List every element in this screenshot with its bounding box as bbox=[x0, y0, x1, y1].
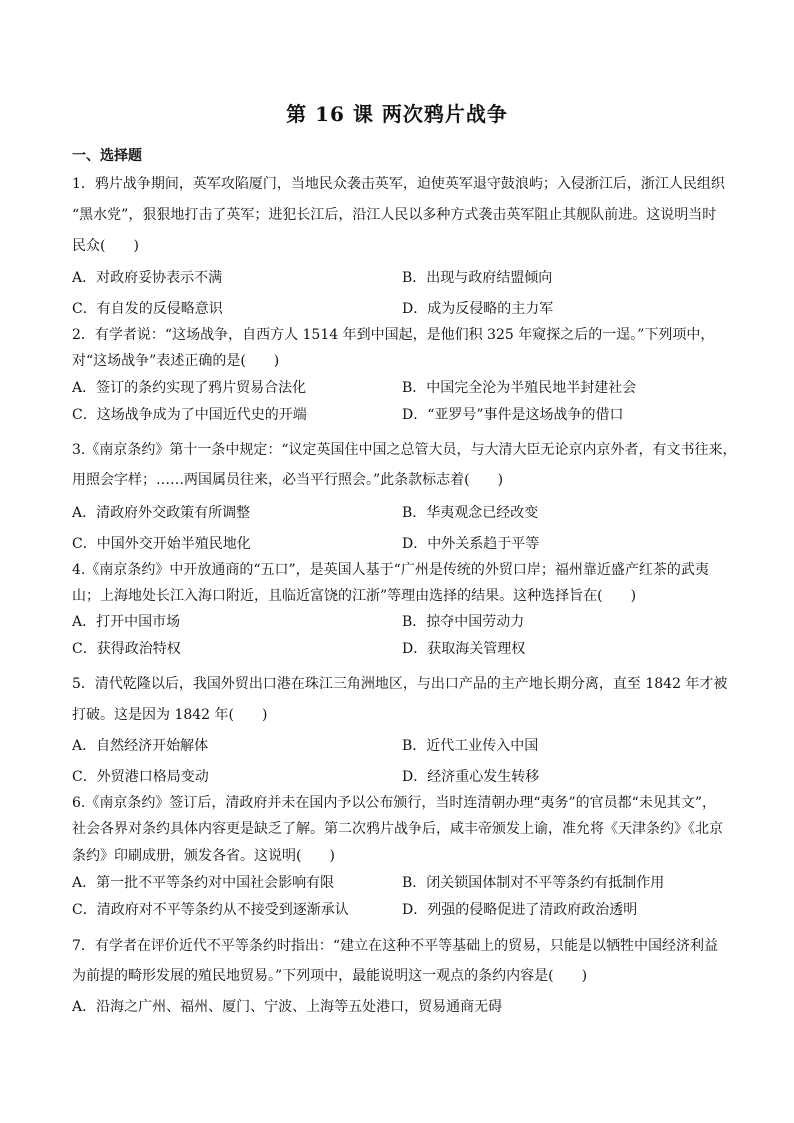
question-4-option-a: A．打开中国市场 bbox=[72, 614, 181, 630]
question-4-option-b: B．掠夺中国劳动力 bbox=[402, 614, 525, 630]
question-1-option-a: A．对政府妥协表示不满 bbox=[72, 270, 223, 286]
question-3-line-2: 用照会字样；……两国属员往来，必当平行照会。”此条款标志着( ) bbox=[72, 472, 504, 488]
question-6-line-1: 6.《南京条约》签订后，清政府并未在国内予以公布颁行，当时连清朝办理“夷务”的官员都“未见其文”， bbox=[72, 795, 716, 811]
question-1-option-b: B．出现与政府结盟倾向 bbox=[402, 270, 553, 286]
question-3-option-b: B．华夷观念已经改变 bbox=[402, 505, 539, 521]
question-4-option-d: D．获取海关管理权 bbox=[402, 641, 526, 657]
question-6-option-c: C．清政府对不平等条约从不接受到逐渐承认 bbox=[72, 902, 349, 918]
question-6-line-3: 条约》印刷成册，颁发各省。这说明( ) bbox=[72, 848, 335, 864]
question-2-option-b: B．中国完全沦为半殖民地半封建社会 bbox=[402, 380, 637, 396]
question-1-line-1: 1．鸦片战争期间，英军攻陷厦门，当地民众袭击英军，迫使英军退守鼓浪屿；入侵浙江后，浙江人民组织 bbox=[72, 176, 725, 192]
question-5-option-b: B．近代工业传入中国 bbox=[402, 738, 539, 754]
question-4-line-2: 山；上海地处长江入海口附近，且临近富饶的江浙”等理由选择的结果。这种选择旨在( ) bbox=[72, 588, 637, 604]
page-title: 第 16 课 两次鸦片战争 bbox=[286, 102, 508, 126]
question-7-line-2: 为前提的畸形发展的殖民地贸易。”下列项中，最能说明这一观点的条约内容是( ) bbox=[72, 968, 588, 984]
question-5-option-a: A．自然经济开始解体 bbox=[72, 738, 209, 754]
question-1-line-3: 民众( ) bbox=[72, 238, 139, 254]
question-6-option-d: D．列强的侵略促进了清政府政治透明 bbox=[402, 902, 638, 918]
question-2-line-1: 2．有学者说：“这场战争，自西方人 1514 年到中国起，是他们积 325 年窥探之后的一逞。”下列项中， bbox=[72, 327, 715, 343]
question-6-line-2: 社会各界对条约具体内容更是缺乏了解。第二次鸦片战争后，咸丰帝颁发上谕，准允将《天津条约》《北京 bbox=[72, 821, 723, 837]
question-4-line-1: 4.《南京条约》中开放通商的“五口”，是英国人基于“广州是传统的外贸口岸；福州靠近盛产红茶的武夷 bbox=[72, 562, 709, 578]
question-1-line-2: “黑水党”，狠狠地打击了英军；进犯长江后，沿江人民以多种方式袭击英军阻止其舰队前进。这说明当时 bbox=[72, 207, 717, 223]
question-1-option-d: D．成为反侵略的主力军 bbox=[402, 301, 554, 317]
question-6-option-b: B．闭关锁国体制对不平等条约有抵制作用 bbox=[402, 875, 665, 891]
question-3-option-c: C．中国外交开始半殖民地化 bbox=[72, 536, 251, 552]
question-5-line-1: 5．清代乾隆以后，我国外贸出口港在珠江三角洲地区，与出口产品的主产地长期分离，直至 1842 年才被 bbox=[72, 676, 728, 692]
question-5-line-2: 打破。这是因为 1842 年( ) bbox=[72, 707, 268, 723]
question-7-line-1: 7．有学者在评价近代不平等条约时指出：“建立在这种不平等基础上的贸易，只能是以牺牲中国经济利益 bbox=[72, 938, 719, 954]
question-2-option-a: A．签订的条约实现了鸦片贸易合法化 bbox=[72, 380, 307, 396]
question-7-option-a: A．沿海之广州、福州、厦门、宁波、上海等五处港口，贸易通商无碍 bbox=[72, 999, 503, 1015]
question-6-option-a: A．第一批不平等条约对中国社会影响有限 bbox=[72, 875, 335, 891]
question-1-option-c: C．有自发的反侵略意识 bbox=[72, 301, 223, 317]
question-2-option-c: C．这场战争成为了中国近代史的开端 bbox=[72, 407, 307, 423]
question-4-option-c: C．获得政治特权 bbox=[72, 641, 181, 657]
question-5-option-c: C．外贸港口格局变动 bbox=[72, 769, 209, 785]
question-2-option-d: D．“亚罗号”事件是这场战争的借口 bbox=[402, 407, 624, 423]
question-2-line-2: 对“这场战争”表述正确的是( ) bbox=[72, 353, 280, 369]
section-heading: 一、选择题 bbox=[72, 148, 142, 164]
question-5-option-d: D．经济重心发生转移 bbox=[402, 769, 540, 785]
question-3-option-a: A．清政府外交政策有所调整 bbox=[72, 505, 251, 521]
question-3-option-d: D．中外关系趋于平等 bbox=[402, 536, 540, 552]
question-3-line-1: 3.《南京条约》第十一条中规定：“议定英国住中国之总管大员，与大清大臣无论京内京外者，有文书往来， bbox=[72, 442, 737, 458]
